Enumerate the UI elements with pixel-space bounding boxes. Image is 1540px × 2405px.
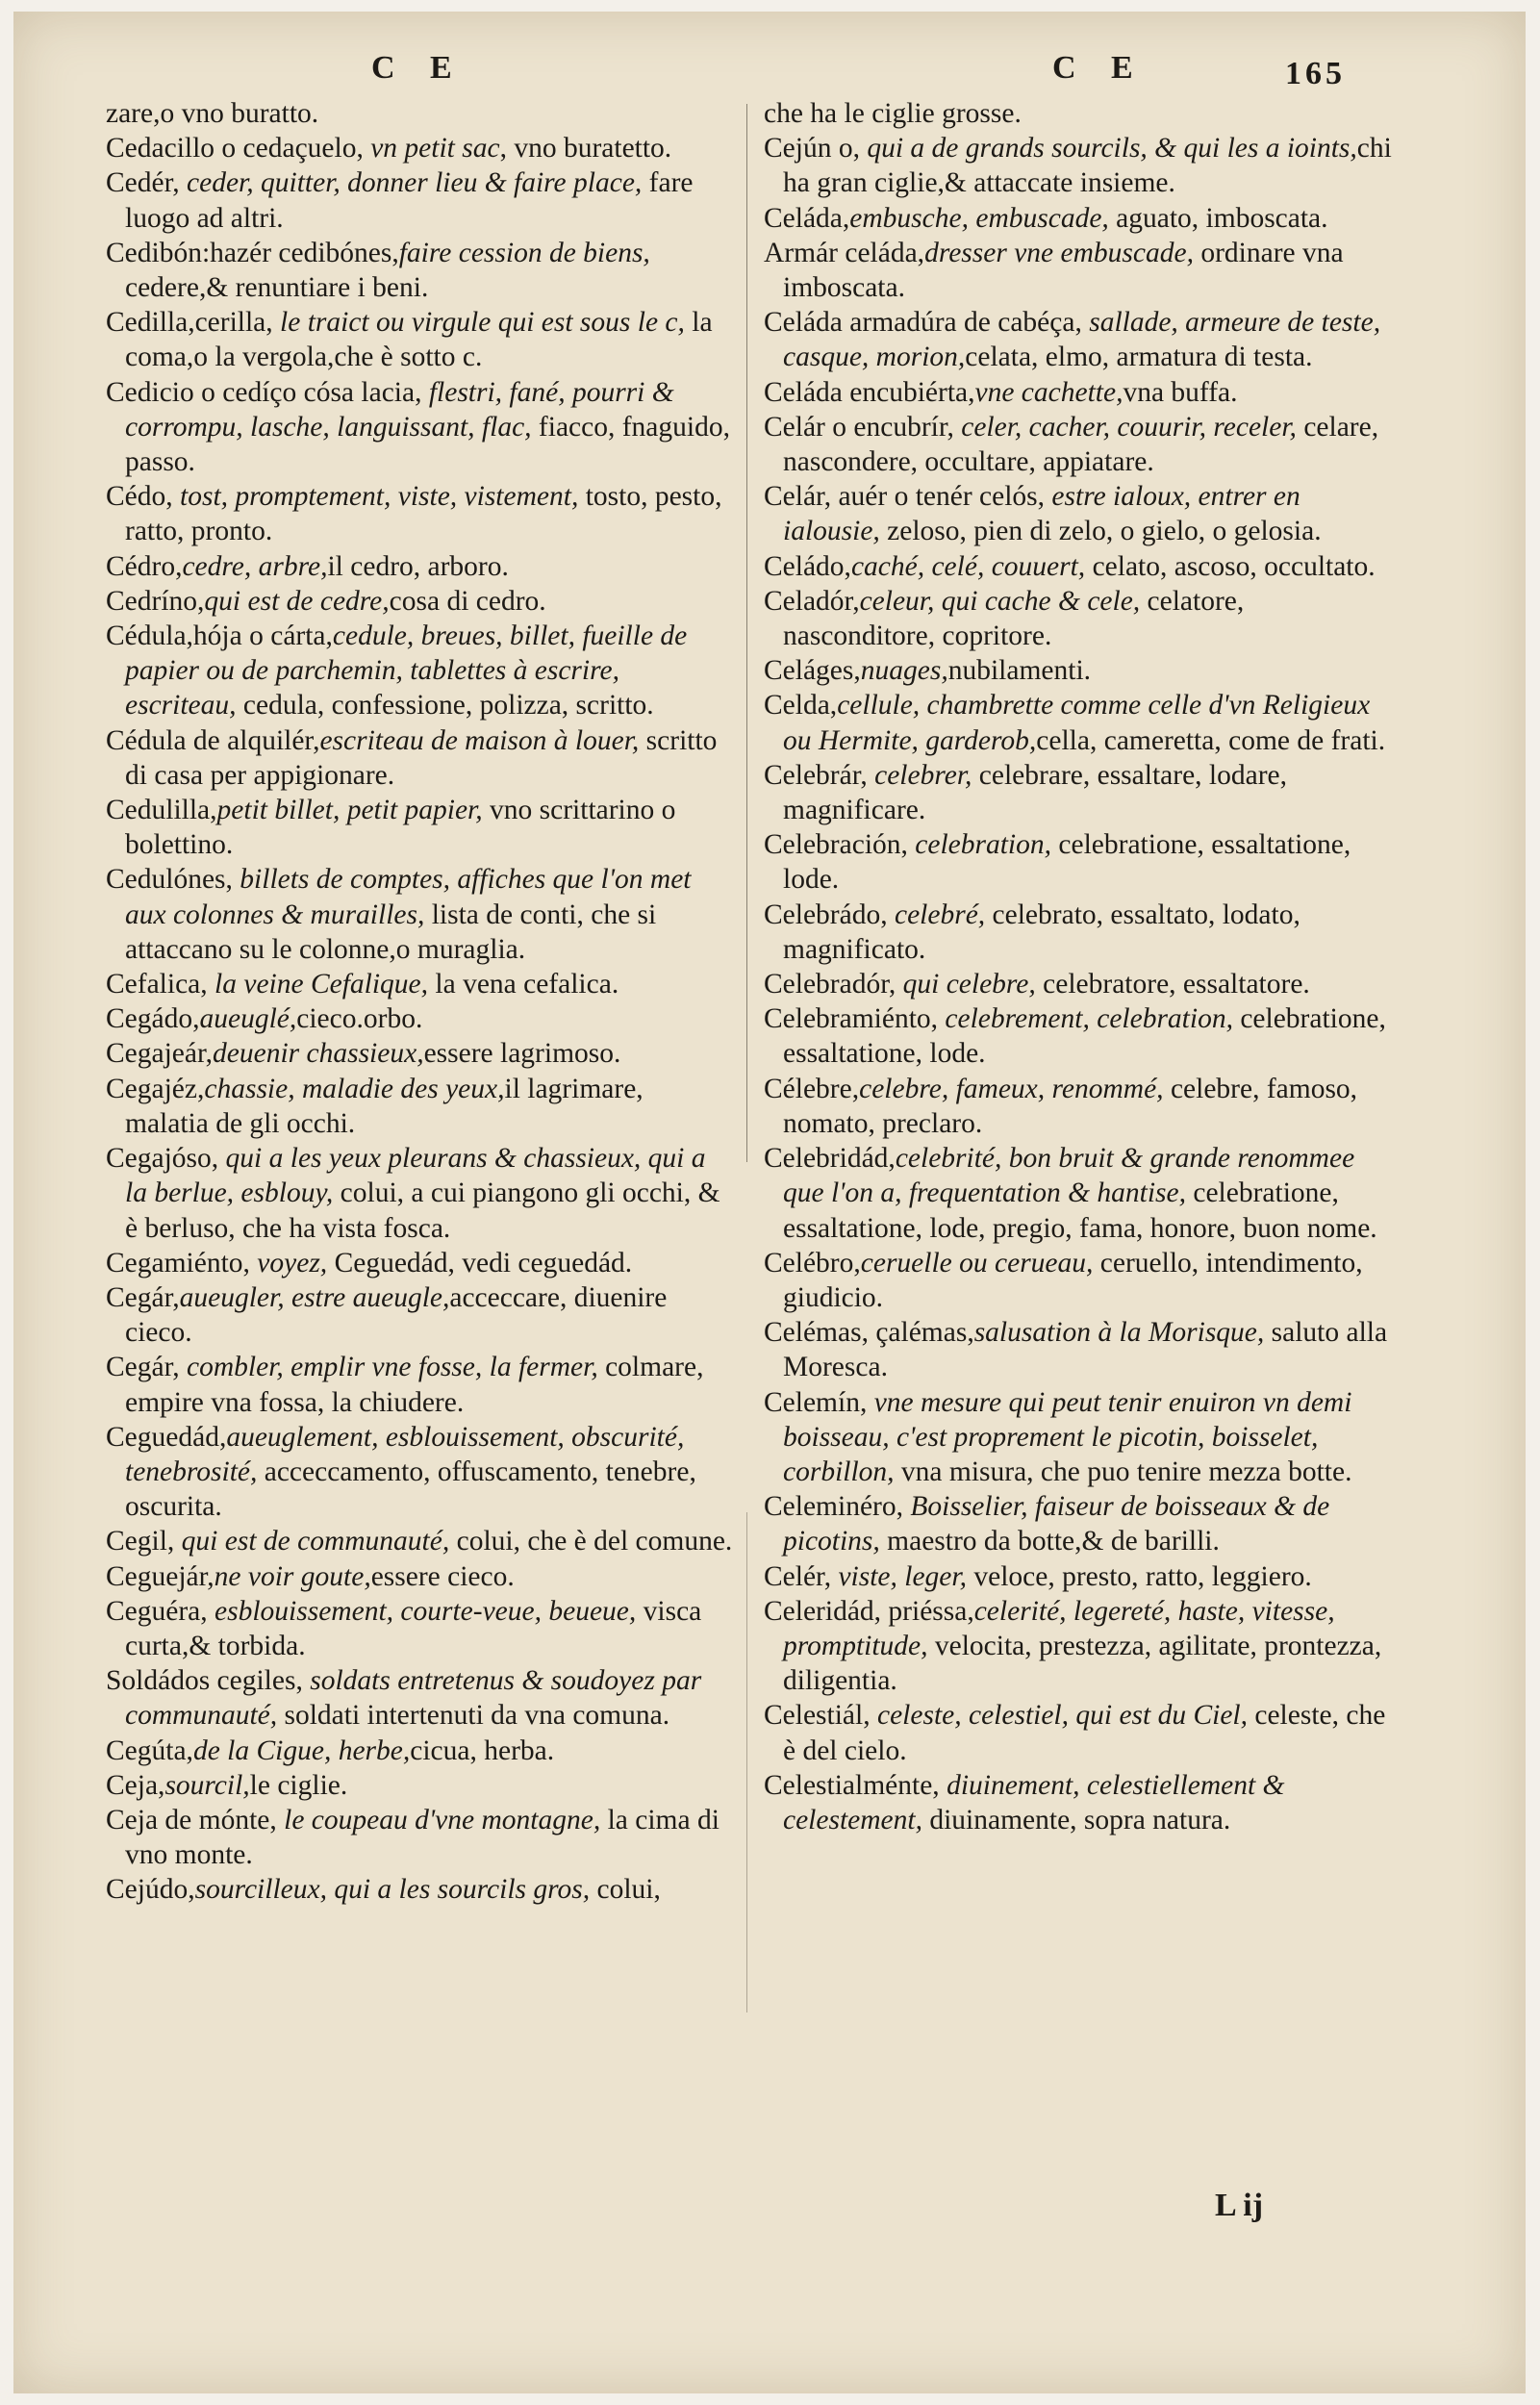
headword: Celébro,: [764, 1247, 861, 1278]
french-gloss: embusche, embuscade,: [849, 202, 1109, 234]
french-gloss: combler, emplir vne fosse, la fermer,: [179, 1352, 598, 1383]
french-gloss: aueuglé,: [199, 1003, 297, 1035]
french-gloss: vne cachette,: [974, 376, 1123, 408]
dictionary-entry: [106, 1420, 733, 1525]
italian-gloss: celeste, che è del cielo.: [783, 1700, 1386, 1766]
headword: Celeminéro,: [764, 1491, 903, 1523]
right-column: [764, 96, 1401, 1837]
french-gloss: caché, celé, couuert,: [850, 550, 1086, 582]
page-number: 165: [1285, 56, 1346, 91]
italian-gloss: la cima di vno monte.: [125, 1804, 720, 1871]
headword: Celda,: [764, 690, 838, 722]
dictionary-entry: [106, 549, 733, 584]
headword: Celeridád, priéssa,: [764, 1595, 974, 1627]
italian-gloss: vna misura, che puo tenire mezza botte.: [894, 1456, 1352, 1487]
italian-gloss: colui,: [590, 1874, 661, 1906]
dictionary-entry: [764, 1559, 1401, 1594]
dictionary-entry: [106, 1663, 733, 1733]
french-gloss: celebrité, bon bruit & grande renommee que l'on a, frequentation & hantise,: [783, 1143, 1355, 1209]
dictionary-entry: [106, 165, 733, 235]
dictionary-entry: [106, 131, 733, 165]
headword: Cegár,: [106, 1281, 180, 1313]
italian-gloss: celebratione, essaltatione, lode, pregio, fama, honore, buon nome.: [783, 1177, 1377, 1244]
italian-gloss: celata, elmo, armatura di testa.: [965, 342, 1313, 373]
french-gloss: nuages,: [860, 655, 948, 687]
italian-gloss: celebratore, essaltatore.: [1035, 969, 1310, 1000]
dictionary-entry: [764, 479, 1401, 548]
dictionary-entry: [106, 1734, 733, 1768]
headword: Cédro,: [106, 550, 183, 582]
left-column: [106, 96, 733, 1908]
headword: Cejúdo,: [106, 1874, 195, 1906]
french-gloss: celeste, celestiel, qui est du Ciel,: [870, 1700, 1248, 1732]
french-gloss: la veine Cefalique,: [207, 969, 429, 1000]
french-gloss: soldats entretenus & soudoyez par communauté,: [125, 1665, 702, 1732]
dictionary-entry: [106, 305, 733, 374]
italian-gloss: Ceguedád, vedi ceguedád.: [327, 1247, 633, 1278]
italian-gloss: cedula, confessione, polizza, scritto.: [236, 690, 654, 722]
italian-gloss: il lagrimare, malatia de gli occhi.: [125, 1073, 644, 1139]
headword: Celémas, çalémas,: [764, 1317, 974, 1349]
italian-gloss: maestro da botte,& de barilli.: [879, 1526, 1220, 1557]
headword: Cegil,: [106, 1526, 175, 1557]
column-divider: [746, 104, 747, 1162]
french-gloss: cedre, arbre,: [182, 550, 328, 582]
headword: Soldádos cegiles,: [106, 1665, 303, 1697]
italian-gloss: le ciglie.: [249, 1769, 348, 1801]
french-gloss: aueugler, estre aueugle,: [179, 1281, 450, 1313]
french-gloss: viste, leger,: [831, 1560, 967, 1592]
headword: Celestiál,: [764, 1700, 871, 1732]
italian-gloss: celebre, famoso, nomato, preclaro.: [783, 1073, 1358, 1139]
italian-gloss: celare, nascondere, occultare, appiatare.: [783, 411, 1379, 478]
dictionary-entry: [764, 96, 1401, 131]
italian-gloss: tosto, pesto, ratto, pronto.: [125, 481, 722, 547]
headword: Celár o encubrír,: [764, 411, 954, 443]
french-gloss: qui a les yeux pleurans & chassieux, qui a la berlue, esblouy,: [125, 1143, 706, 1209]
italian-gloss: celebrato, essaltato, lodato, magnificato.: [783, 899, 1300, 965]
headword: Celemín,: [764, 1386, 868, 1418]
headword: Cegádo,: [106, 1003, 200, 1035]
headword: Cedilla,cerilla,: [106, 307, 273, 339]
dictionary-entry: [764, 375, 1401, 410]
french-gloss: le traict ou virgule qui est sous le c,: [272, 307, 685, 339]
dictionary-entry: [106, 1036, 733, 1071]
headword: Ceguejár,: [106, 1560, 215, 1592]
french-gloss: sallade, armeure de teste, casque, morion,: [783, 307, 1381, 373]
dictionary-entry: [106, 862, 733, 967]
french-gloss: sourcil,: [164, 1769, 250, 1801]
italian-gloss: essere cieco.: [370, 1560, 515, 1592]
italian-gloss: veloce, presto, ratto, leggiero.: [966, 1560, 1312, 1592]
italian-gloss: soldati intertenuti da vna comuna.: [277, 1700, 670, 1732]
french-gloss: ne voir goute,: [214, 1560, 371, 1592]
dictionary-entry: [106, 1141, 733, 1246]
headword: Celáges,: [764, 655, 861, 687]
french-gloss: celebre, fameux, renommé,: [859, 1073, 1164, 1104]
italian-gloss: chi ha gran ciglie,& attaccate insieme.: [783, 133, 1392, 199]
dictionary-entry: [106, 723, 733, 793]
headword: Cédo,: [106, 481, 173, 513]
italian-gloss: acceccare, diuenire cieco.: [125, 1281, 668, 1349]
french-gloss: celer, cacher, couurir, receler,: [953, 411, 1297, 443]
italian-gloss: cicua, herba.: [410, 1734, 555, 1766]
header-right: C E: [1052, 50, 1147, 86]
headword: Cegajeár,: [106, 1038, 214, 1070]
dictionary-entry: [764, 305, 1401, 374]
italian-gloss: colmare, empire vna fossa, la chiudere.: [125, 1352, 704, 1418]
headword: Celáda,: [764, 202, 850, 234]
headword: Ceja de mónte,: [106, 1804, 277, 1835]
italian-gloss: cosa di cedro.: [389, 585, 546, 617]
italian-gloss: colui, a cui piangono gli occhi, & è berluso, che ha vista fosca.: [125, 1177, 720, 1244]
dictionary-entry: [764, 584, 1401, 653]
book-page: [13, 12, 1526, 2393]
french-gloss: qui est de cedre,: [204, 585, 390, 617]
french-gloss: salusation à la Morisque,: [973, 1317, 1265, 1349]
french-gloss: escriteau de maison à louer,: [319, 724, 640, 756]
headword: Cegár,: [106, 1352, 180, 1383]
headword: Cedulónes,: [106, 864, 233, 896]
dictionary-entry: [764, 410, 1401, 479]
headword: Cegajóso,: [106, 1143, 219, 1175]
french-gloss: deuenir chassieux,: [213, 1038, 424, 1070]
dictionary-entry: [106, 1768, 733, 1803]
italian-gloss: la coma,o la vergola,che è sotto c.: [125, 307, 713, 373]
french-gloss: voyez,: [249, 1247, 328, 1278]
italian-gloss: che ha le ciglie grosse.: [764, 98, 1022, 129]
french-gloss: qui est de communauté,: [174, 1526, 450, 1557]
italian-gloss: colui, che è del comune.: [449, 1526, 733, 1557]
french-gloss: faire cession de biens,: [398, 237, 650, 268]
headword: Cefalica,: [106, 969, 208, 1000]
italian-gloss: velocita, prestezza, agilitate, prontezza, diligentia.: [783, 1630, 1382, 1697]
headword: Celestialménte,: [764, 1769, 940, 1801]
french-gloss: ceder, quitter, donner lieu & faire place,: [179, 167, 643, 199]
french-gloss: aueuglement, esblouissement, obscurité, tenebrosité,: [125, 1421, 685, 1487]
italian-gloss: essere lagrimoso.: [423, 1038, 621, 1070]
dictionary-entry: [106, 1280, 733, 1350]
dictionary-entry: [764, 1698, 1401, 1767]
headword: Ceguéra,: [106, 1595, 208, 1627]
dictionary-entry: [764, 236, 1401, 305]
italian-gloss: fiacco, fnaguido, passo.: [125, 411, 730, 478]
headword: Celáda encubiérta,: [764, 376, 975, 408]
french-gloss: chassie, maladie des yeux,: [204, 1073, 505, 1104]
headword: Celebramiénto,: [764, 1003, 939, 1035]
italian-gloss: cedere,& renuntiare i beni.: [125, 272, 429, 304]
dictionary-entry: [764, 898, 1401, 967]
italian-gloss: la vena cefalica.: [428, 969, 619, 1000]
headword: Celebrár,: [764, 759, 868, 791]
italian-gloss: il cedro, arboro.: [327, 550, 509, 582]
french-gloss: Boisselier, faiseur de boisseaux & de picotins,: [783, 1491, 1330, 1557]
headword: Armár celáda,: [764, 237, 925, 268]
headword: Cedér,: [106, 167, 180, 199]
dictionary-entry: [106, 1072, 733, 1141]
headword: Cegamiénto,: [106, 1247, 250, 1278]
italian-gloss: lista de conti, che si attaccano su le colonne,o muraglia.: [125, 899, 657, 965]
dictionary-entry: [106, 1872, 733, 1907]
headword: Ceguedád,: [106, 1421, 227, 1453]
dictionary-entry: [764, 1315, 1401, 1384]
dictionary-entry: [764, 1594, 1401, 1699]
dictionary-entry: [764, 549, 1401, 584]
header-left: C E: [371, 50, 466, 86]
french-gloss: de la Cigue, herbe,: [192, 1734, 411, 1766]
french-gloss: estre ialoux, entrer en ialousie,: [783, 481, 1300, 547]
dictionary-entry: [106, 375, 733, 480]
french-gloss: ceruelle ou cerueau,: [860, 1247, 1094, 1278]
dictionary-entry: [106, 479, 733, 548]
french-gloss: sourcilleux, qui a les sourcils gros,: [194, 1874, 591, 1906]
headword: Celáda armadúra de cabéça,: [764, 307, 1082, 339]
italian-gloss: saluto alla Moresca.: [783, 1317, 1388, 1383]
italian-gloss: ceruello, intendimento, giudicio.: [783, 1247, 1363, 1313]
french-gloss: celerité, legereté, haste, vitesse, promptitude,: [783, 1595, 1335, 1661]
dictionary-entry: [106, 1001, 733, 1036]
french-gloss: le coupeau d'vne montagne,: [276, 1804, 601, 1835]
headword: Cedibón:hazér cedibónes,: [106, 237, 399, 268]
italian-gloss: celebratione, essaltatione, lode.: [783, 1003, 1386, 1070]
dictionary-entry: [106, 967, 733, 1001]
french-gloss: dresser vne embuscade,: [924, 237, 1194, 268]
italian-gloss: zare,o vno buratto.: [106, 98, 319, 129]
headword: Celár, auér o tenér celós,: [764, 481, 1046, 513]
dictionary-entry: [106, 584, 733, 619]
headword: Cegúta,: [106, 1734, 193, 1766]
french-gloss: cedule, breues, billet, fueille de papier ou de parchemin, tablettes à escrire, escriteau,: [125, 620, 688, 722]
dictionary-entry: [764, 827, 1401, 897]
french-gloss: petit billet, petit papier,: [216, 795, 483, 826]
italian-gloss: , vno buratetto.: [499, 133, 672, 165]
italian-gloss: vna buffa.: [1123, 376, 1238, 408]
italian-gloss: aguato, imboscata.: [1108, 202, 1328, 234]
headword: Cedríno,: [106, 585, 205, 617]
headword: Cedicio o cedíço cósa lacia,: [106, 376, 422, 408]
dictionary-entry: [764, 1246, 1401, 1315]
headword: Celebrádo,: [764, 899, 888, 930]
french-gloss: celebration,: [907, 829, 1052, 861]
dictionary-entry: [106, 793, 733, 862]
headword: Cejún o,: [764, 133, 860, 165]
italian-gloss: cella, cameretta, come de frati.: [1036, 724, 1386, 756]
dictionary-entry: [764, 131, 1401, 200]
headword: Cedulilla,: [106, 795, 217, 826]
italian-gloss: nubilamenti.: [947, 655, 1092, 687]
headword: Célebre,: [764, 1073, 860, 1104]
italian-gloss: cieco.orbo.: [296, 1003, 423, 1035]
headword: Celádo,: [764, 550, 851, 582]
headword: Cegajéz,: [106, 1073, 205, 1104]
italian-gloss: ordinare vna imboscata.: [783, 237, 1344, 304]
headword: Ceja,: [106, 1769, 165, 1801]
column-divider-lower: [746, 1512, 747, 2013]
french-gloss: qui celebre,: [896, 969, 1036, 1000]
dictionary-entry: [106, 236, 733, 305]
headword: Celebración,: [764, 829, 908, 861]
headword: Celebradór,: [764, 969, 896, 1000]
dictionary-entry: [106, 1803, 733, 1872]
italian-gloss: celatore, nasconditore, copritore.: [783, 585, 1245, 652]
french-gloss: esblouissement, courte-veue, beueue,: [207, 1595, 637, 1627]
italian-gloss: celato, ascoso, occultato.: [1085, 550, 1376, 582]
french-gloss: billets de comptes, affiches que l'on met aux colonnes & murailles,: [125, 864, 692, 930]
dictionary-entry: [764, 967, 1401, 1001]
italian-gloss: scritto di casa per appigionare.: [125, 724, 718, 791]
italian-gloss: celebratione, essaltatione, lode.: [783, 829, 1351, 896]
italian-gloss: zeloso, pien di zelo, o gielo, o gelosia.: [879, 516, 1322, 547]
french-gloss: tost, promptement, viste, vistement,: [172, 481, 579, 513]
dictionary-entry: [106, 619, 733, 723]
french-gloss: flestri, fané, pourri & corrompu, lasche, languissant, flac,: [125, 376, 674, 443]
headword: Cedacillo o cedaçuelo,: [106, 133, 364, 165]
dictionary-entry: [106, 1350, 733, 1419]
dictionary-entry: [106, 96, 733, 131]
french-gloss: cellule, chambrette comme celle d'vn Religieux ou Hermite, garderob,: [783, 690, 1371, 756]
headword: Celér,: [764, 1560, 832, 1592]
dictionary-entry: [764, 653, 1401, 688]
italian-gloss: diuinamente, sopra natura.: [921, 1804, 1231, 1835]
french-gloss: celebrer,: [867, 759, 972, 791]
dictionary-entry: [106, 1559, 733, 1594]
headword: Celebridád,: [764, 1143, 896, 1175]
italian-gloss: celebrare, essaltare, lodare, magnificare.: [783, 759, 1287, 826]
headword: Cédula de alquilér,: [106, 724, 320, 756]
dictionary-entry: [106, 1246, 733, 1280]
italian-gloss: acceccamento, offuscamento, tenebre, oscurita.: [125, 1456, 696, 1523]
dictionary-entry: [764, 1768, 1401, 1837]
french-gloss: celeur, qui cache & cele,: [859, 585, 1141, 617]
dictionary-entry: [106, 1524, 733, 1558]
dictionary-entry: [764, 1001, 1401, 1071]
dictionary-entry: [764, 688, 1401, 757]
signature-mark: L ij: [1215, 2188, 1264, 2223]
french-gloss: celebrement, celebration,: [938, 1003, 1233, 1035]
italian-gloss: visca curta,& torbida.: [125, 1595, 702, 1661]
french-gloss: diuinement, celestiellement & celestement,: [783, 1769, 1285, 1835]
italian-gloss: fare luogo ad altri.: [125, 167, 694, 234]
dictionary-entry: [764, 1385, 1401, 1490]
dictionary-entry: [764, 201, 1401, 236]
dictionary-entry: [764, 758, 1401, 827]
italian-gloss: vno scrittarino o bolettino.: [125, 795, 676, 861]
french-gloss: vn petit sac: [363, 133, 500, 165]
headword: Celadór,: [764, 585, 860, 617]
dictionary-entry: [764, 1141, 1401, 1246]
french-gloss: vne mesure qui peut tenir enuiron vn demi boisseau, c'est proprement le picotin, boisselet, corbillon,: [783, 1386, 1352, 1487]
headword: Cédula,hója o cárta,: [106, 620, 333, 652]
dictionary-entry: [106, 1594, 733, 1663]
dictionary-entry: [764, 1072, 1401, 1141]
dictionary-entry: [764, 1489, 1401, 1558]
french-gloss: celebré,: [887, 899, 986, 930]
french-gloss: qui a de grands sourcils, & qui les a ioints,: [859, 133, 1357, 165]
